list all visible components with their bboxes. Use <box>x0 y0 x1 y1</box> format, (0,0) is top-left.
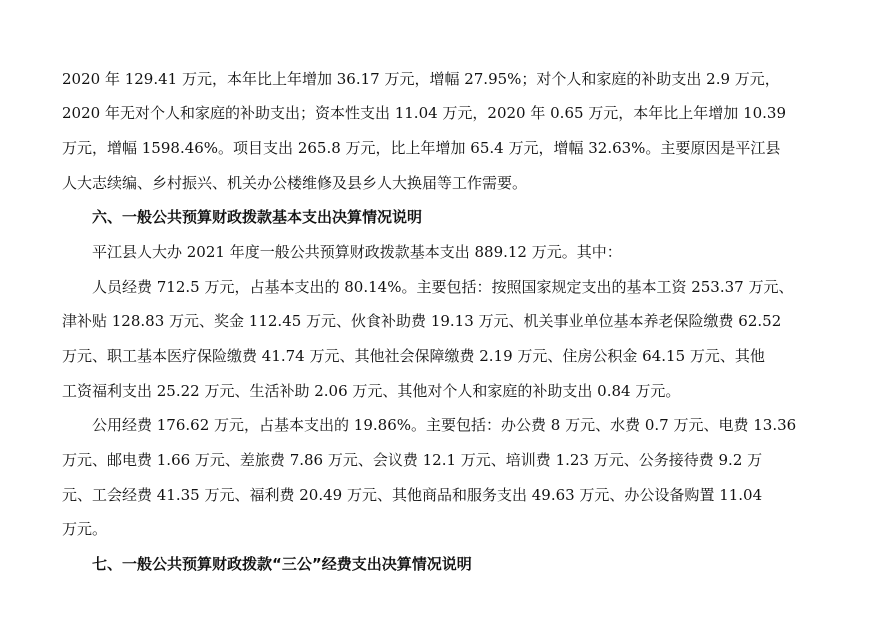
paragraph-line: 万元，增幅 1598.46%。项目支出 265.8 万元，比上年增加 65.4 万元，增幅 32.63%。主要原因是平江县 <box>62 139 781 157</box>
personnel-line: 万元、职工基本医疗保险缴费 41.74 万元、其他社会保障缴费 2.19 万元、住房公积金 64.15 万元、其他 <box>62 347 765 365</box>
section-heading: 六、一般公共预算财政拨款基本支出决算情况说明 <box>92 208 423 226</box>
personnel-line: 津补贴 128.83 万元、奖金 112.45 万元、伙食补助费 19.13 万元、机关事业单位基本养老保险缴费 62.52 <box>62 312 782 330</box>
public-expense-line: 元、工会经费 41.35 万元、福利费 20.49 万元、其他商品和服务支出 49.63 万元、办公设备购置 11.04 <box>62 486 763 504</box>
public-expense-line: 万元、邮电费 1.66 万元、差旅费 7.86 万元、会议费 12.1 万元、培训费 1.23 万元、公务接待费 9.2 万 <box>62 451 763 469</box>
paragraph-line: 人大志续编、乡村振兴、机关办公楼维修及县乡人大换届等工作需要。 <box>62 174 528 192</box>
section-intro: 平江县人大办 2021 年度一般公共预算财政拨款基本支出 889.12 万元。其中： <box>92 243 622 261</box>
section-heading: 七、一般公共预算财政拨款“三公”经费支出决算情况说明 <box>92 555 472 573</box>
paragraph-line: 2020 年 129.41 万元，本年比上年增加 36.17 万元，增幅 27.95%；对个人和家庭的补助支出 2.9 万元， <box>62 70 780 88</box>
public-expense-line: 万元。 <box>62 520 108 538</box>
personnel-line: 人员经费 712.5 万元，占基本支出的 80.14%。主要包括：按照国家规定支出的基本工资 253.37 万元、 <box>92 278 794 296</box>
public-expense-line: 公用经费 176.62 万元，占基本支出的 19.86%。主要包括：办公费 8 万元、水费 0.7 万元、电费 13.36 <box>92 416 797 434</box>
personnel-line: 工资福利支出 25.22 万元、生活补助 2.06 万元、其他对个人和家庭的补助支出 0.84 万元。 <box>62 382 681 400</box>
paragraph-line: 2020 年无对个人和家庭的补助支出；资本性支出 11.04 万元，2020 年 0.65 万元，本年比上年增加 10.39 <box>62 104 787 122</box>
